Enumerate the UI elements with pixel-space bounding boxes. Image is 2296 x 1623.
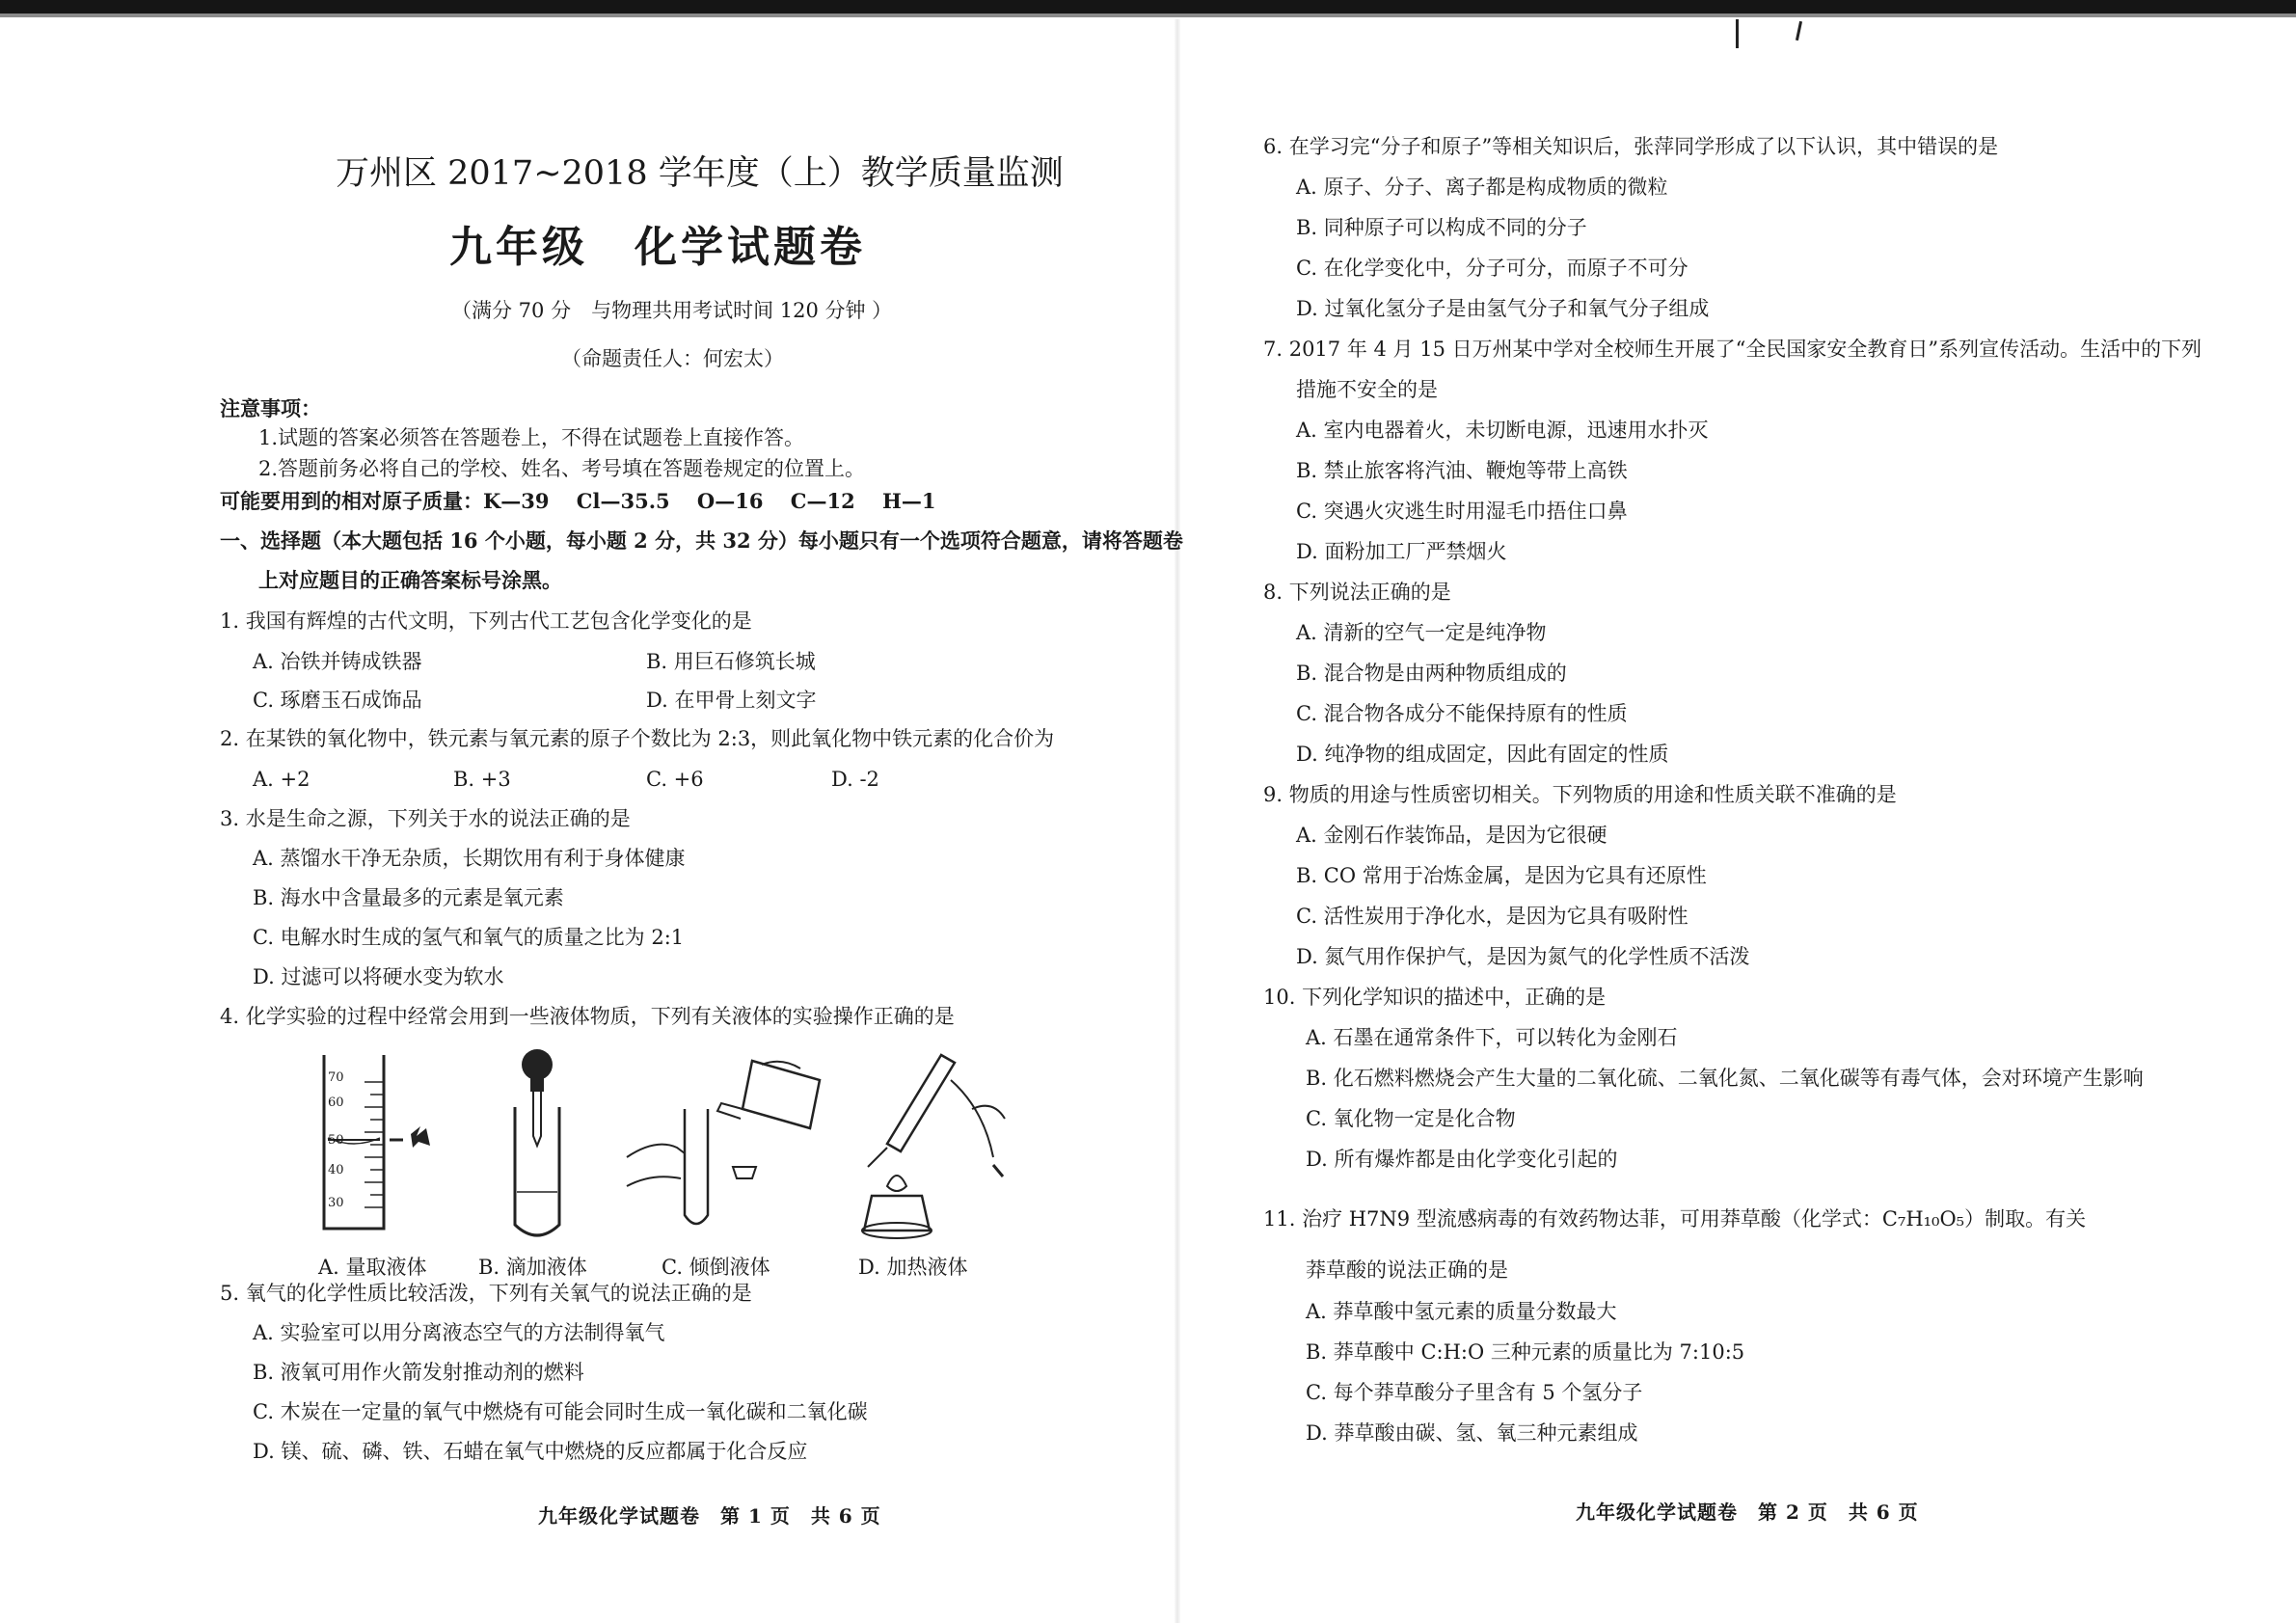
- option: A. 实验室可以用分离液态空气的方法制得氧气: [253, 1321, 665, 1344]
- question-stem: 5. 氧气的化学性质比较活泼，下列有关氧气的说法正确的是: [220, 1282, 752, 1305]
- exam-title: 万州区 2017~2018 学年度（上）教学质量监测: [336, 154, 1064, 193]
- question-stem: 2. 在某铁的氧化物中，铁元素与氧元素的原子个数比为 2:3，则此氧化物中铁元素的化合价为: [220, 727, 1055, 750]
- atomic-masses: 可能要用到的相对原子质量：K—39 Cl—35.5 O—16 C—12 H—1: [220, 489, 936, 513]
- option: A. 蒸馏水干净无杂质，长期饮用有利于身体健康: [253, 847, 686, 870]
- option: D. 镁、硫、磷、铁、石蜡在氧气中燃烧的反应都属于化合反应: [253, 1440, 808, 1463]
- option: A. 石墨在通常条件下，可以转化为金刚石: [1306, 1026, 1678, 1049]
- option: C. 活性炭用于净化水，是因为它具有吸附性: [1296, 905, 1688, 928]
- notice-item: 1.试题的答案必须答在答题卷上，不得在试题卷上直接作答。: [258, 426, 805, 449]
- option: D. 莽草酸由碳、氢、氧三种元素组成: [1306, 1421, 1638, 1445]
- section-one-heading-cont: 上对应题目的正确答案标号涂黑。: [258, 568, 562, 592]
- notice-item: 2.答题前务必将自己的学校、姓名、考号填在答题卷规定的位置上。: [258, 457, 866, 480]
- option: A. 清新的空气一定是纯净物: [1296, 621, 1547, 644]
- cylinder-tick-label: 60: [328, 1096, 344, 1110]
- option: B. CO 常用于冶炼金属，是因为它具有还原性: [1296, 864, 1707, 887]
- exam-subject: 九年级 化学试题卷: [449, 223, 866, 272]
- option: C. 电解水时生成的氢气和氧气的质量之比为 2:1: [253, 926, 685, 949]
- question-stem-cont: 措施不安全的是: [1296, 378, 1438, 401]
- option: A. 金刚石作装饰品，是因为它很硬: [1296, 824, 1607, 847]
- option: A. 莽草酸中氢元素的质量分数最大: [1306, 1300, 1617, 1323]
- question-stem-cont: 莽草酸的说法正确的是: [1306, 1258, 1508, 1282]
- option: C. 木炭在一定量的氧气中燃烧有可能会同时生成一氧化碳和二氧化碳: [253, 1400, 868, 1423]
- question-stem: 1. 我国有辉煌的古代文明，下列古代工艺包含化学变化的是: [220, 609, 752, 633]
- option: A. 原子、分子、离子都是构成物质的微粒: [1296, 176, 1668, 199]
- figure-heating: [849, 1051, 1022, 1244]
- figure-caption: A. 量取液体: [318, 1256, 427, 1279]
- page-footer: 九年级化学试题卷 第 2 页 共 6 页: [1576, 1501, 1919, 1524]
- option: A. +2: [253, 768, 311, 791]
- notice-title: 注意事项：: [220, 396, 321, 420]
- cylinder-tick-label: 30: [328, 1196, 344, 1210]
- question-stem: 4. 化学实验的过程中经常会用到一些液体物质，下列有关液体的实验操作正确的是: [220, 1005, 955, 1028]
- figure-pouring: [617, 1051, 829, 1244]
- right-page: [1180, 0, 2296, 1623]
- question-stem: 8. 下列说法正确的是: [1263, 581, 1451, 604]
- option: D. 过氧化氢分子是由氢气分子和氧气分子组成: [1296, 297, 1710, 320]
- exam-author: （命题责任人：何宏太）: [561, 347, 784, 370]
- option: B. 禁止旅客将汽油、鞭炮等带上高铁: [1296, 459, 1628, 482]
- option: B. 液氧可用作火箭发射推动剂的燃料: [253, 1361, 584, 1384]
- option: C. +6: [646, 768, 704, 791]
- option: A. 冶铁并铸成铁器: [253, 650, 422, 673]
- question-stem: 10. 下列化学知识的描述中，正确的是: [1263, 986, 1607, 1009]
- option: B. 化石燃料燃烧会产生大量的二氧化硫、二氧化氮、二氧化碳等有毒气体，会对环境产生影响: [1306, 1067, 2144, 1090]
- option: C. 混合物各成分不能保持原有的性质: [1296, 702, 1628, 725]
- option: B. +3: [453, 768, 511, 791]
- question-stem: 3. 水是生命之源，下列关于水的说法正确的是: [220, 807, 631, 830]
- question-stem: 9. 物质的用途与性质密切相关。下列物质的用途和性质关联不准确的是: [1263, 783, 1897, 806]
- figure-caption: C. 倾倒液体: [662, 1256, 770, 1279]
- option: D. 过滤可以将硬水变为软水: [253, 965, 504, 988]
- option: B. 用巨石修筑长城: [646, 650, 816, 673]
- figure-dropper: [503, 1047, 571, 1240]
- option: B. 莽草酸中 C:H:O 三种元素的质量比为 7:10:5: [1306, 1340, 1745, 1364]
- cylinder-tick-label: 40: [328, 1163, 344, 1177]
- option: C. 氧化物一定是化合物: [1306, 1107, 1516, 1130]
- section-one-heading: 一、选择题（本大题包括 16 个小题，每小题 2 分，共 32 分）每小题只有一个选项符合题意，请将答题卷: [220, 528, 1183, 553]
- option: C. 每个莽草酸分子里含有 5 个氢分子: [1306, 1381, 1643, 1404]
- figure-caption: D. 加热液体: [858, 1256, 968, 1279]
- question-stem: 11. 治疗 H7N9 型流感病毒的有效药物达菲，可用莽草酸（化学式：C₇H₁₀O₅）制取。有关: [1263, 1207, 2087, 1231]
- cylinder-tick-label: 70: [328, 1070, 344, 1085]
- option: C. 突遇火灾逃生时用湿毛巾捂住口鼻: [1296, 500, 1628, 523]
- figure-caption: B. 滴加液体: [478, 1256, 587, 1279]
- option: D. 在甲骨上刻文字: [646, 689, 817, 712]
- option: C. 在化学变化中，分子可分，而原子不可分: [1296, 257, 1688, 280]
- page-footer: 九年级化学试题卷 第 1 页 共 6 页: [538, 1504, 881, 1528]
- option: C. 琢磨玉石成饰品: [253, 689, 422, 712]
- option: B. 同种原子可以构成不同的分子: [1296, 216, 1587, 239]
- option: D. 所有爆炸都是由化学变化引起的: [1306, 1148, 1618, 1171]
- option: B. 海水中含量最多的元素是氧元素: [253, 886, 564, 909]
- option: B. 混合物是由两种物质组成的: [1296, 662, 1567, 685]
- cylinder-tick-label: 50: [328, 1133, 344, 1148]
- option: D. -2: [831, 768, 879, 791]
- option: D. 纯净物的组成固定，因此有固定的性质: [1296, 743, 1669, 766]
- question-stem: 6. 在学习完“分子和原子”等相关知识后，张萍同学形成了以下认识，其中错误的是: [1263, 135, 1999, 158]
- option: A. 室内电器着火，未切断电源，迅速用水扑灭: [1296, 419, 1709, 442]
- option: D. 面粉加工厂严禁烟火: [1296, 540, 1507, 563]
- option: D. 氮气用作保护气，是因为氮气的化学性质不活泼: [1296, 945, 1750, 968]
- exam-info: （满分 70 分 与物理共用考试时间 120 分钟 ）: [451, 299, 893, 322]
- question-stem: 7. 2017 年 4 月 15 日万州某中学对全校师生开展了“全民国家安全教育日”系列宣传活动。生活中的下列: [1263, 338, 2202, 361]
